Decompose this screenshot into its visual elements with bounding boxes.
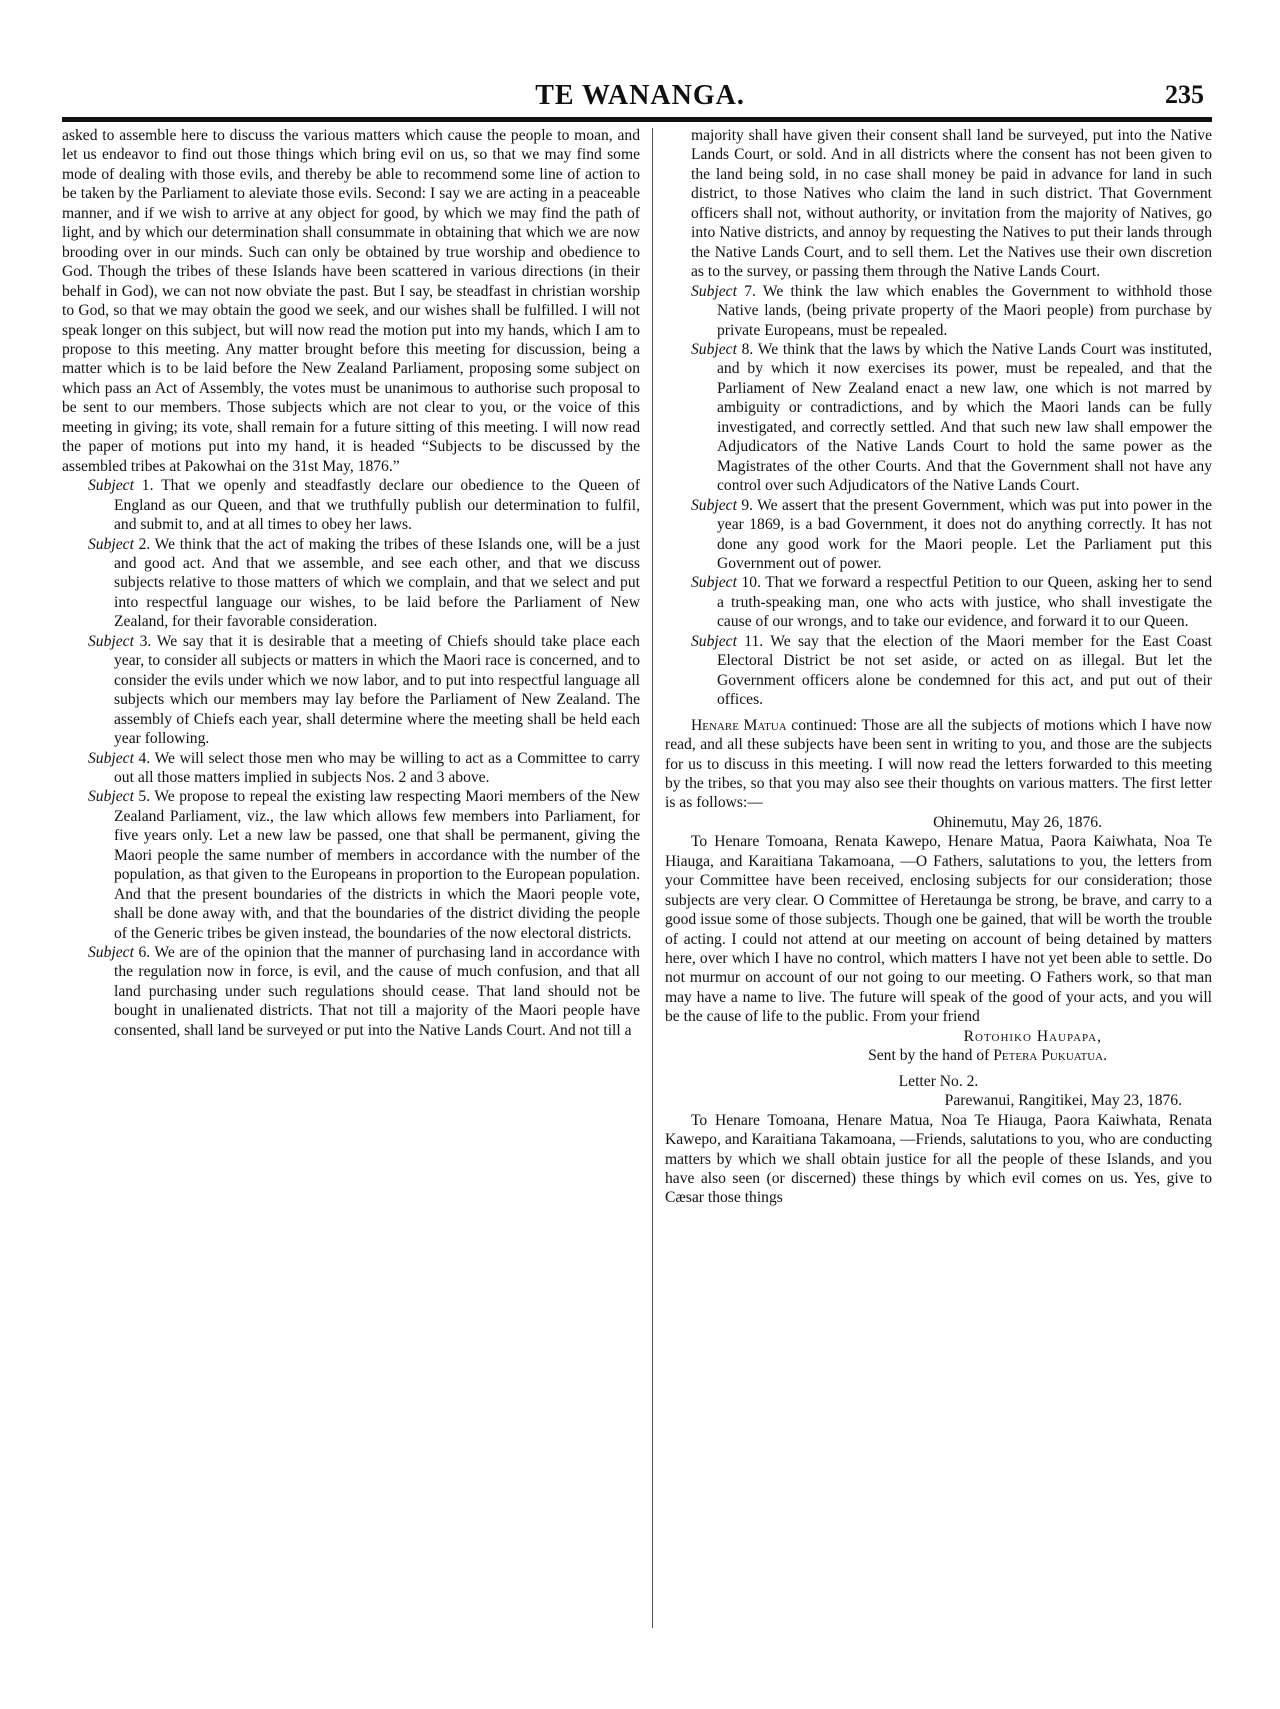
subject-number: 4. xyxy=(138,749,151,767)
right-subjects-list xyxy=(665,282,1212,710)
subject-text: We say that the election of the Maori member for the East Coast Electoral District be not set aside, or acted on as illegal. But let the Government officers alone be condemned for this act, and put out of their offices. xyxy=(717,632,1213,709)
speaker-paragraph xyxy=(665,716,1212,813)
right-column xyxy=(665,126,1212,1208)
subject-text: We are of the opinion that the manner of purchasing land in accordance with the regulation now in force, is evil, and the cause of much confusion, and that all land purchasing under such regulations should cease. That land should not be bought in unalienated districts. That not till a majority of the Maori people have consented, shall land be surveyed or put into the Native Lands Court. And not till a xyxy=(114,944,640,1039)
letter1-sent-by xyxy=(665,1046,1212,1065)
left-column xyxy=(62,126,640,1040)
subject-number: 3. xyxy=(139,632,152,650)
page-number: 235 xyxy=(1165,80,1204,109)
subject-label: Subject xyxy=(88,788,134,806)
subject-paragraph xyxy=(691,340,1212,496)
page-header xyxy=(60,80,1220,114)
subject-text: We think that the act of making the tribes of these Islands one, will be a just and good act. And that we assemble, and see each other, and that we discuss subjects relative to those matters of which we complain, and that we select and put into respectful language our wishes, to be laid before the Parliament of New Zealand, for their favorable consideration. xyxy=(114,535,640,631)
letter1-dateline: Ohinemutu, May 26, 1876. xyxy=(933,813,1102,831)
subject-label: Subject xyxy=(88,944,134,962)
subject-paragraph xyxy=(691,282,1212,340)
speaker-name: Henare Matua xyxy=(691,716,787,734)
subject-text: That we openly and steadfastly declare our obedience to the Queen of England as our Queen, and that we truthfully publish our determination to fulfil, and submit to, and at all times to obey her laws. xyxy=(114,477,641,534)
letter2-heading: Letter No. 2. xyxy=(898,1072,979,1090)
subject-paragraph xyxy=(88,632,640,749)
subject-number: 5. xyxy=(138,788,151,806)
newspaper-title: TE WANANGA. xyxy=(535,80,745,111)
subject-number: 1. xyxy=(141,477,154,495)
subject-text: We assert that the present Government, which was put into power in the year 1869, is a bad Government, it does not do anything correctly. It has not done any good work for the Maori people. Let the Parliament put this Government out of power. xyxy=(717,496,1212,572)
subject-number: 11. xyxy=(744,632,764,650)
letter2-body: To Henare Tomoana, Henare Matua, Noa Te Hiauga, Paora Kaiwhata, Renata Kawepo, and Karaitiana Takamoana, —Friends, salutations to you, who are conducting matters by which we shall obtain justice for all the people of these Islands, and you have also seen (or discerned) these things by which evil comes on us. Yes, give to Cæsar those things xyxy=(665,1111,1212,1207)
subject-number: 9. xyxy=(741,496,754,514)
subject-text: We think the law which enables the Government to withhold those Native lands, (being private property of the Maori people) from purchase by private Europeans, must be repealed. xyxy=(717,282,1212,339)
subject-text: We propose to repeal the existing law respecting Maori members of the New Zealand Parliament, viz., the law which allows few members into Parliament, for five years only. Let a new law be passed, one that shall be permanent, giving the Maori people the same number of members in accordance with the number of the population, as that given to the Europeans in proportion to the European population. And that the present boundaries of the districts in which the Maori people vote, shall be done away with, and that the boundaries of the district dividing the people of the Generic tribes be given instead, the boundaries of the now electoral districts. xyxy=(114,788,640,942)
subject-number: 6. xyxy=(138,944,151,962)
subject-paragraph xyxy=(88,943,640,1040)
letter2-dateline: Parewanui, Rangitikei, May 23, 1876. xyxy=(944,1092,1182,1110)
subject-label: Subject xyxy=(88,477,134,495)
subject-paragraph xyxy=(88,535,640,632)
intro-paragraph: asked to assemble here to discuss the various matters which cause the people to moan, and let us endeavor to find out those things which bring evil on us, so that we may find some mode of dealing with those evils, and thereby be able to recommend some line of action to be taken by the Parliament to aleviate those evils. Second: I say we are acting in a peaceable manner, and if we wish to arrive at any object for good, by which we may find the path of light, and by which our determination shall consummate in obtaining that which we are now brooding over in our minds. Such can only be obtained by true worship and obedience to God. Though the tribes of these Islands have been scattered in various directions (in their behalf in God), we can not now obviate the past. But I say, be steadfast in christian worship to God, so that we may obtain the good we seek, and our wishes shall be fulfilled. I will not speak longer on this subject, but will now read the motion put into my hands, which I am to propose to this meeting. Any matter brought before this meeting for discussion, being a matter which is to be laid before the New Zealand Parliament, proposing some subject on which pass an Act of Assembly, the votes must be unanimous to authorise such proposal to be sent to our members. Those subjects which are not clear to you, or the voice of this meeting in giving; its vote, shall remain for a future sitting of this meeting. I will now read the paper of motions put into my hand, it is headed “Subjects to be discussed by the assembled tribes at Pakowhai on the 31st May, 1876.” xyxy=(62,127,640,475)
sent-by-label: Sent by the hand of xyxy=(868,1047,990,1065)
subject-text: That we forward a respectful Petition to our Queen, asking her to send a truth-speaking man, one who acts with justice, who shall investigate the cause of our wrongs, and to take our evidence, and forward it to our Queen. xyxy=(717,574,1212,631)
left-subjects-list xyxy=(62,476,640,1040)
column-divider xyxy=(652,128,653,1628)
subject-text: We will select those men who may be willing to act as a Committee to carry out all those matters implied in subjects Nos. 2 and 3 above. xyxy=(114,749,640,786)
subject-number: 8. xyxy=(741,340,754,358)
subject-label: Subject xyxy=(88,632,134,650)
subject-label: Subject xyxy=(88,749,134,767)
speaker-text: continued: Those are all the subjects of motions which I have now read, and all these subjects have been sent in writing to you, and those are the subjects for us to discuss in this meeting. I will now read the letters forwarded to this meeting by the tribes, so that you may also see their thoughts on various matters. The first letter is as follows:— xyxy=(665,716,1212,812)
subject-paragraph xyxy=(88,749,640,788)
subject-label: Subject xyxy=(691,574,737,592)
subject-text: We say that it is desirable that a meeting of Chiefs should take place each year, to consider all subjects or matters in which the Maori race is concerned, and to consider the evils under which we now labor, and to put into respectful language all subjects which our members may lay before the Parliament of New Zealand. The assembly of Chiefs each year, shall determine where the meeting shall be held each year following. xyxy=(114,632,640,748)
subject-text: We think that the laws by which the Native Lands Court was instituted, and by which it now exercises its power, must be repealed, and that the Parliament of New Zealand enact a new law, one which is not marred by ambiguity or contradictions, and by which the Maori lands can be fully investigated, and correctly settled. And that such new law shall empower the Adjudicators of the Native Lands Court to hold the same power as the Magistrates of the other Courts. And that the Government shall not have any control over such Adjudicators of the Native Lands Court. xyxy=(717,340,1212,495)
subject-paragraph xyxy=(691,496,1212,574)
letter1-signature: Rotohiko Haupapa, xyxy=(963,1027,1102,1045)
header-rule xyxy=(62,117,1212,122)
sent-by-name: Petera Pukuatua. xyxy=(993,1047,1107,1065)
subject-paragraph xyxy=(691,632,1212,710)
subject-label: Subject xyxy=(88,535,134,553)
subject-6-continuation: majority shall have given their consent shall land be surveyed, put into the Native Lands Court, or sold. And in all districts where the consent has not been given to the land being sold, in no case shall money be paid in advance for land in such district, to those Natives who claim the land in such district. That Government officers shall not, without authority, or invitation from the majority of Natives, go into Native districts, and annoy by requesting the Natives to put their lands through the Native Lands Court, and to sell them. Let the Natives use their own discretion as to the survey, or passing them through the Native Lands Court. xyxy=(691,127,1212,281)
subject-paragraph xyxy=(88,476,640,534)
subject-label: Subject xyxy=(691,632,737,650)
subject-number: 10. xyxy=(741,574,761,592)
subject-number: 7. xyxy=(744,282,756,300)
subject-label: Subject xyxy=(691,282,737,300)
subject-paragraph xyxy=(691,573,1212,631)
subject-number: 2. xyxy=(138,535,151,553)
letter1-body: To Henare Tomoana, Renata Kawepo, Henare Matua, Paora Kaiwhata, Noa Te Hiauga, and Karaitiana Takamoana, —O Fathers, salutations to you, the letters from your Committee have been received, enclosing subjects for our consideration; those subjects are very clear. O Committee of Heretaunga be strong, be brave, and carry to a good issue some of those subjects. Though one be gained, that will be worth the trouble of acting. I could not attend at our meeting on account of being detained by matters here, over which I have no control, which matters I have not yet been able to settle. Do not murmur on account of our not going to our meeting. O Fathers work, so that man may have a name to live. The future will speak of the good of your acts, and you will be the cause of life to the public. From your friend xyxy=(665,833,1212,1026)
subject-label: Subject xyxy=(691,496,737,514)
subject-label: Subject xyxy=(691,340,737,358)
subject-paragraph xyxy=(88,787,640,943)
